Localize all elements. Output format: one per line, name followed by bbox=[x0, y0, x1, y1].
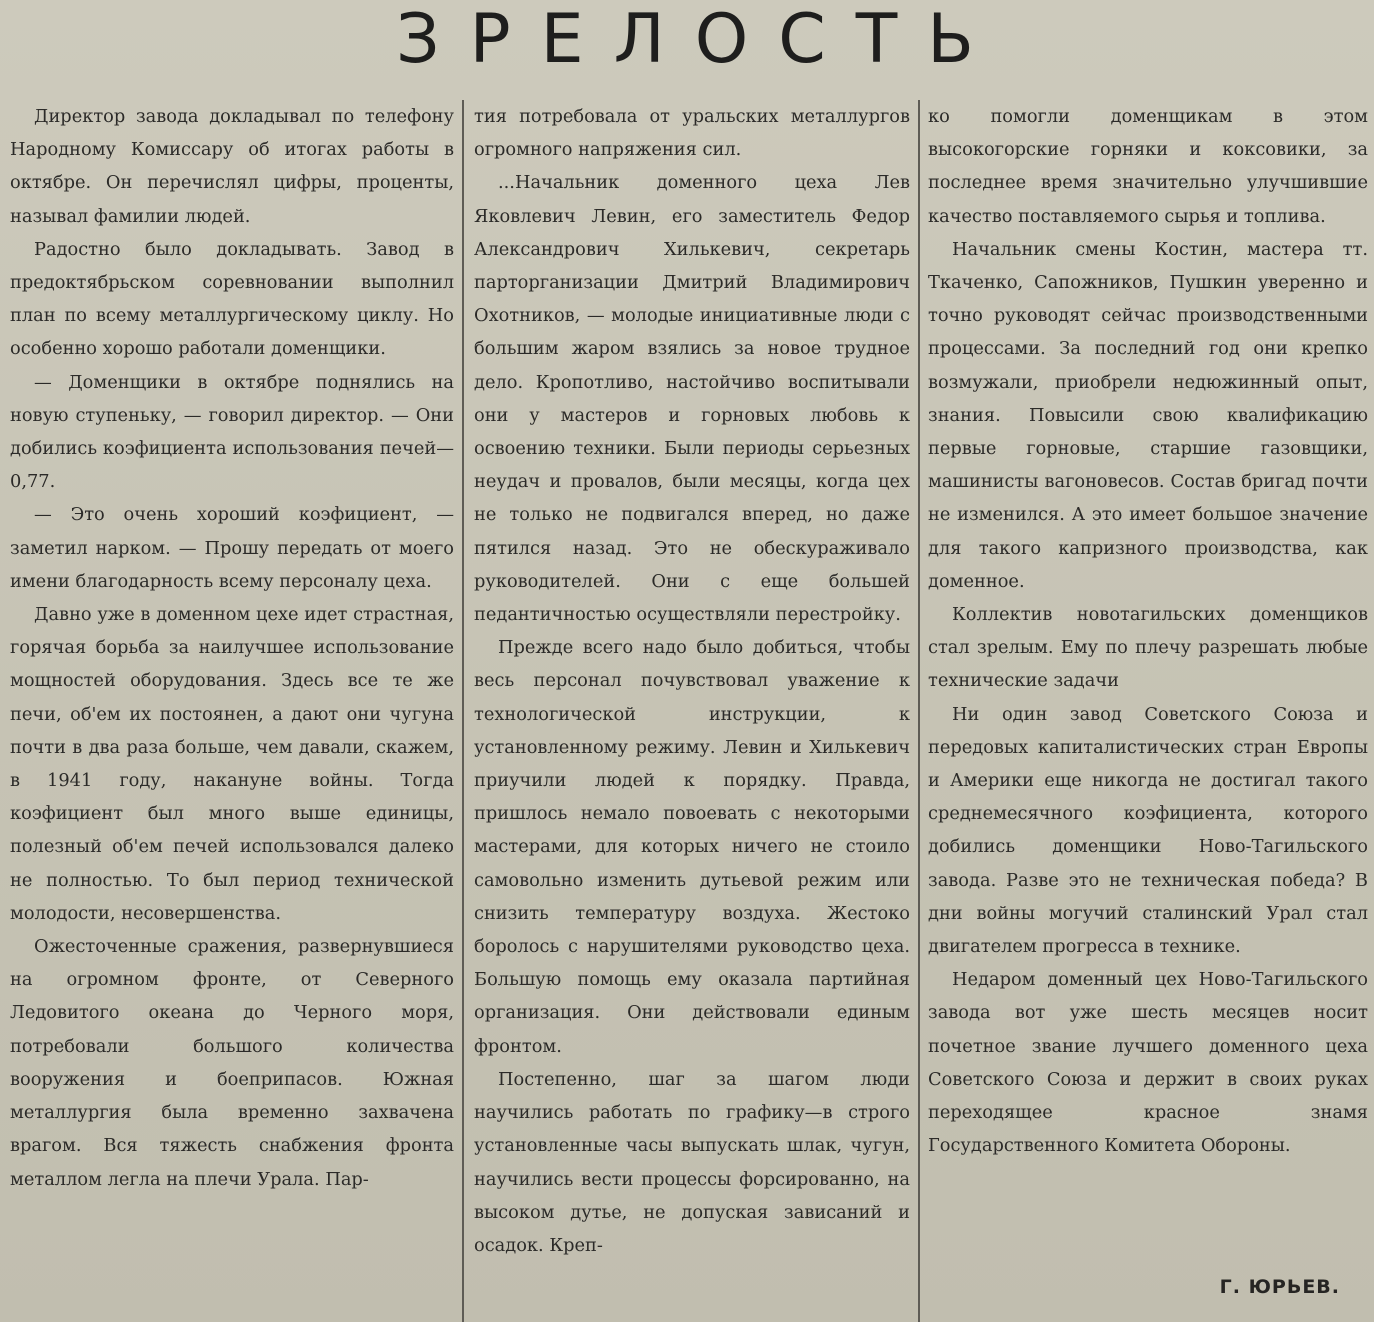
paragraph: Давно уже в доменном цехе идет страстная, горячая борьба за наилучшее использование мощностей оборудования. Здесь все те же печи, об'ем их постоянен, а дают они чугуна почти в два раза больше, чем давали, скажем, в 1941 году, накануне войны. Тогда коэфициент был много выше единицы, полезный об'ем печей использовался далеко не полностью. То был период технической молодости, несовершенства. bbox=[10, 604, 454, 924]
paragraph: Недаром доменный цех Ново-Тагильского завода вот уже шесть месяцев носит почетное звание лучшего доменного цеха Советского Союза и держит в своих руках переходящее красное знамя Государственного Комитета Обороны. bbox=[928, 969, 1368, 1157]
article-column-3 bbox=[928, 100, 1368, 1322]
paragraph: тия потребовала от уральских металлургов огромного напряжения сил. bbox=[474, 106, 910, 161]
paragraph: — Доменщики в октябре поднялись на новую ступеньку, — говорил директор. — Они добились коэфициента использования печей—0,77. bbox=[10, 371, 454, 493]
paragraph: Ни один завод Советского Союза и передовых капиталистических стран Европы и Америки еще никогда не достигал такого среднемесячного коэфициента, которого добились доменщики Ново-Тагильского завода. Разве это не техническая победа? В дни войны могучий сталинский Урал стал двигателем прогресса в технике. bbox=[928, 703, 1368, 958]
paragraph: Коллектив новотагильских доменщиков стал зрелым. Ему по плечу разрешать любые технические задачи bbox=[928, 604, 1368, 692]
column-divider bbox=[918, 100, 920, 1322]
column-divider bbox=[462, 100, 464, 1322]
paragraph: Прежде всего надо было добиться, чтобы весь персонал почувствовал уважение к технологической инструкции, к установленному режиму. Левин и Хилькевич приучили людей к порядку. Правда, пришлось немало повоевать с некоторыми мастерами, для которых ничего не стоило самовольно изменить дутьевой режим или снизить температуру воздуха. Жестоко боролось с нарушителями руководство цеха. Большую помощь ему оказала партийная организация. Они действовали единым фронтом. bbox=[474, 637, 910, 1057]
paragraph: Начальник смены Костин, мастера тт. Ткаченко, Сапожников, Пушкин уверенно и точно руководят сейчас производственными процессами. За последний год они крепко возмужали, приобрели недюжинный опыт, знания. Повысили свою квалификацию первые горновые, старшие газовщики, машинисты вагоновесов. Состав бригад почти не изменился. А это имеет большое значение для такого капризного производства, как доменное. bbox=[928, 238, 1368, 592]
paragraph: ко помогли доменщикам в этом высокогорские горняки и коксовики, за последнее время значительно улучшившие качество поставляемого сырья и топлива. bbox=[928, 106, 1368, 227]
author-signature: Г. ЮРЬЕВ. bbox=[1219, 1276, 1340, 1298]
article-title: ЗРЕЛОСТЬ bbox=[396, 0, 1004, 79]
paragraph: Ожесточенные сражения, развернувшиеся на огромном фронте, от Северного Ледовитого океана до Черного моря, потребовали большого количества вооружения и боеприпасов. Южная металлургия была временно захвачена врагом. Вся тяжесть снабжения фронта металлом легла на плечи Урала. Пар- bbox=[10, 936, 454, 1190]
article-column-2 bbox=[474, 100, 910, 1322]
paragraph: Директор завода докладывал по телефону Народному Комиссару об итогах работы в октябре. Он перечислял цифры, проценты, называл фамилии людей. bbox=[10, 106, 454, 227]
article-column-1 bbox=[10, 100, 454, 1322]
paragraph: Радостно было докладывать. Завод в предоктябрьском соревновании выполнил план по всему металлургическому циклу. Но особенно хорошо работали доменщики. bbox=[10, 238, 454, 360]
paragraph: Постепенно, шаг за шагом люди научились работать по графику—в строго установленные часы выпускать шлак, чугун, научились вести процессы форсированно, на высоком дутье, не допуская зависаний и осадок. Креп- bbox=[474, 1068, 910, 1256]
paragraph: — Это очень хороший коэфициент, —заметил нарком. — Прошу передать от моего имени благодарность всему персоналу цеха. bbox=[10, 504, 454, 592]
paragraph: ...Начальник доменного цеха Лев Яковлевич Левин, его заместитель Федор Александрович Хилькевич, секретарь парторганизации Дмитрий Владимирович Охотников, — молодые инициативные люди с большим жаром взялись за новое трудное дело. Кропотливо, настойчиво воспитывали они у мастеров и горновых любовь к освоению техники. Были периоды серьезных неудач и провалов, были месяцы, когда цех не только не подвигался вперед, но даже пятился назад. Это не обескураживало руководителей. Они с еще большей педантичностью осуществляли перестройку. bbox=[474, 172, 910, 626]
